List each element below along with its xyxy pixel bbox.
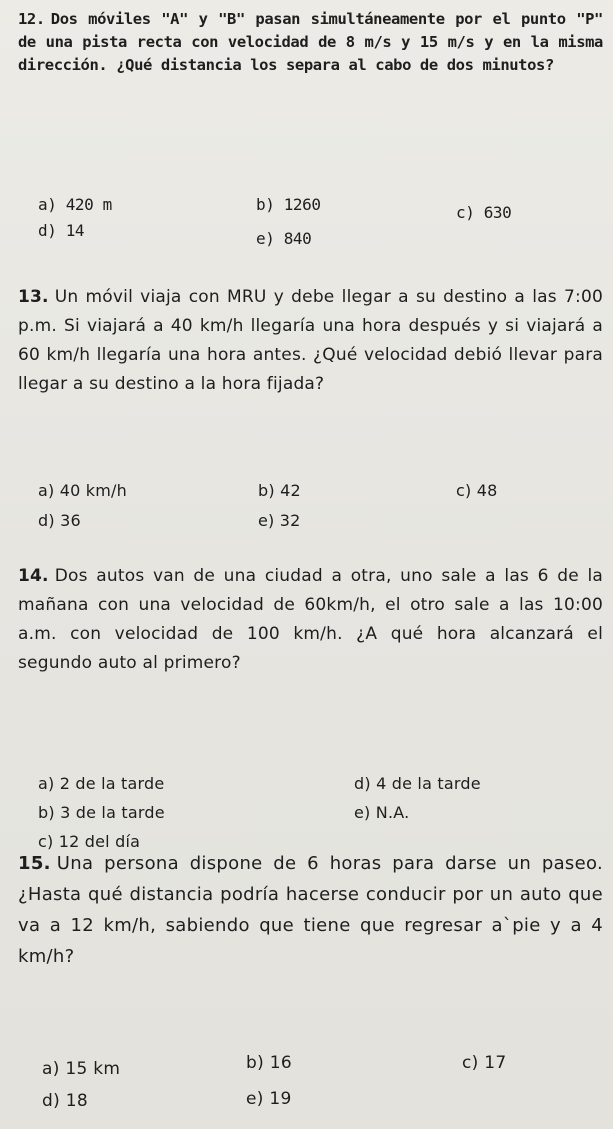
problem-13-option-b: b) 42 — [258, 481, 301, 500]
problem-12-statement — [18, 8, 603, 77]
problem-15-option-a: a) 15 km — [42, 1059, 121, 1079]
problem-12 — [18, 8, 603, 248]
problem-13-option-c: c) 48 — [456, 481, 498, 500]
problem-15-option-d: d) 18 — [42, 1091, 88, 1111]
problem-14-option-d: d) 4 de la tarde — [354, 774, 481, 793]
problem-12-option-d: d) 14 — [38, 221, 85, 240]
problem-15-option-e: e) 19 — [246, 1089, 292, 1109]
problem-13-option-e: e) 32 — [258, 511, 301, 530]
problem-12-number: 12. — [18, 10, 45, 28]
problem-13-option-d: d) 36 — [38, 511, 81, 530]
problem-12-option-b: b) 1260 — [256, 195, 321, 214]
problem-14-option-e: e) N.A. — [354, 803, 410, 822]
problem-15-statement — [18, 848, 603, 972]
problem-12-option-c: c) 630 — [456, 203, 512, 222]
problem-14-statement — [18, 562, 603, 678]
problem-13-text: Un móvil viaja con MRU y debe llegar a su destino a las 7:00 p.m. Si viajará a 40 km/h llegaría una hora después y si viajará a 60 km/h llegaría una hora antes. ¿Qué velocidad debió llevar para llegar a su destino a la hora fijada? — [18, 287, 603, 394]
problem-14-option-b: b) 3 de la tarde — [38, 803, 165, 822]
problem-14-option-a: a) 2 de la tarde — [38, 774, 165, 793]
problem-14-text: Dos autos van de una ciudad a otra, uno sale a las 6 de la mañana con una velocidad de 60km/h, el otro sale a las 10:00 a.m. con velocidad de 100 km/h. ¿A qué hora alcanzará el segundo auto al primero? — [18, 566, 603, 673]
problem-13-statement — [18, 283, 603, 399]
problem-15-option-c: c) 17 — [462, 1053, 507, 1073]
problem-12-text: Dos móviles "A" y "B" pasan simultáneamente por el punto "P" de una pista recta con velocidad de 8 m/s y 15 m/s y en la misma dirección. ¿Qué distancia los separa al cabo de dos minutos? — [18, 10, 603, 74]
problem-15-option-b: b) 16 — [246, 1053, 292, 1073]
problem-14 — [18, 562, 603, 851]
problem-12-option-a: a) 420 m — [38, 195, 112, 214]
problem-13-number: 13. — [18, 287, 49, 307]
problem-13-option-a: a) 40 km/h — [38, 481, 127, 500]
problem-14-option-c: c) 12 del día — [38, 832, 141, 851]
problem-15-text: Una persona dispone de 6 horas para darse un paseo. ¿Hasta qué distancia podría hacerse conducir por un auto que va a 12 km/h, sabiendo que tiene que regresar a`pie y a 4 km/h? — [18, 853, 603, 967]
problem-14-number: 14. — [18, 566, 49, 586]
problem-15 — [18, 848, 603, 1111]
problem-13 — [18, 283, 603, 530]
problem-12-option-e: e) 840 — [256, 229, 312, 248]
problem-15-number: 15. — [18, 853, 51, 874]
